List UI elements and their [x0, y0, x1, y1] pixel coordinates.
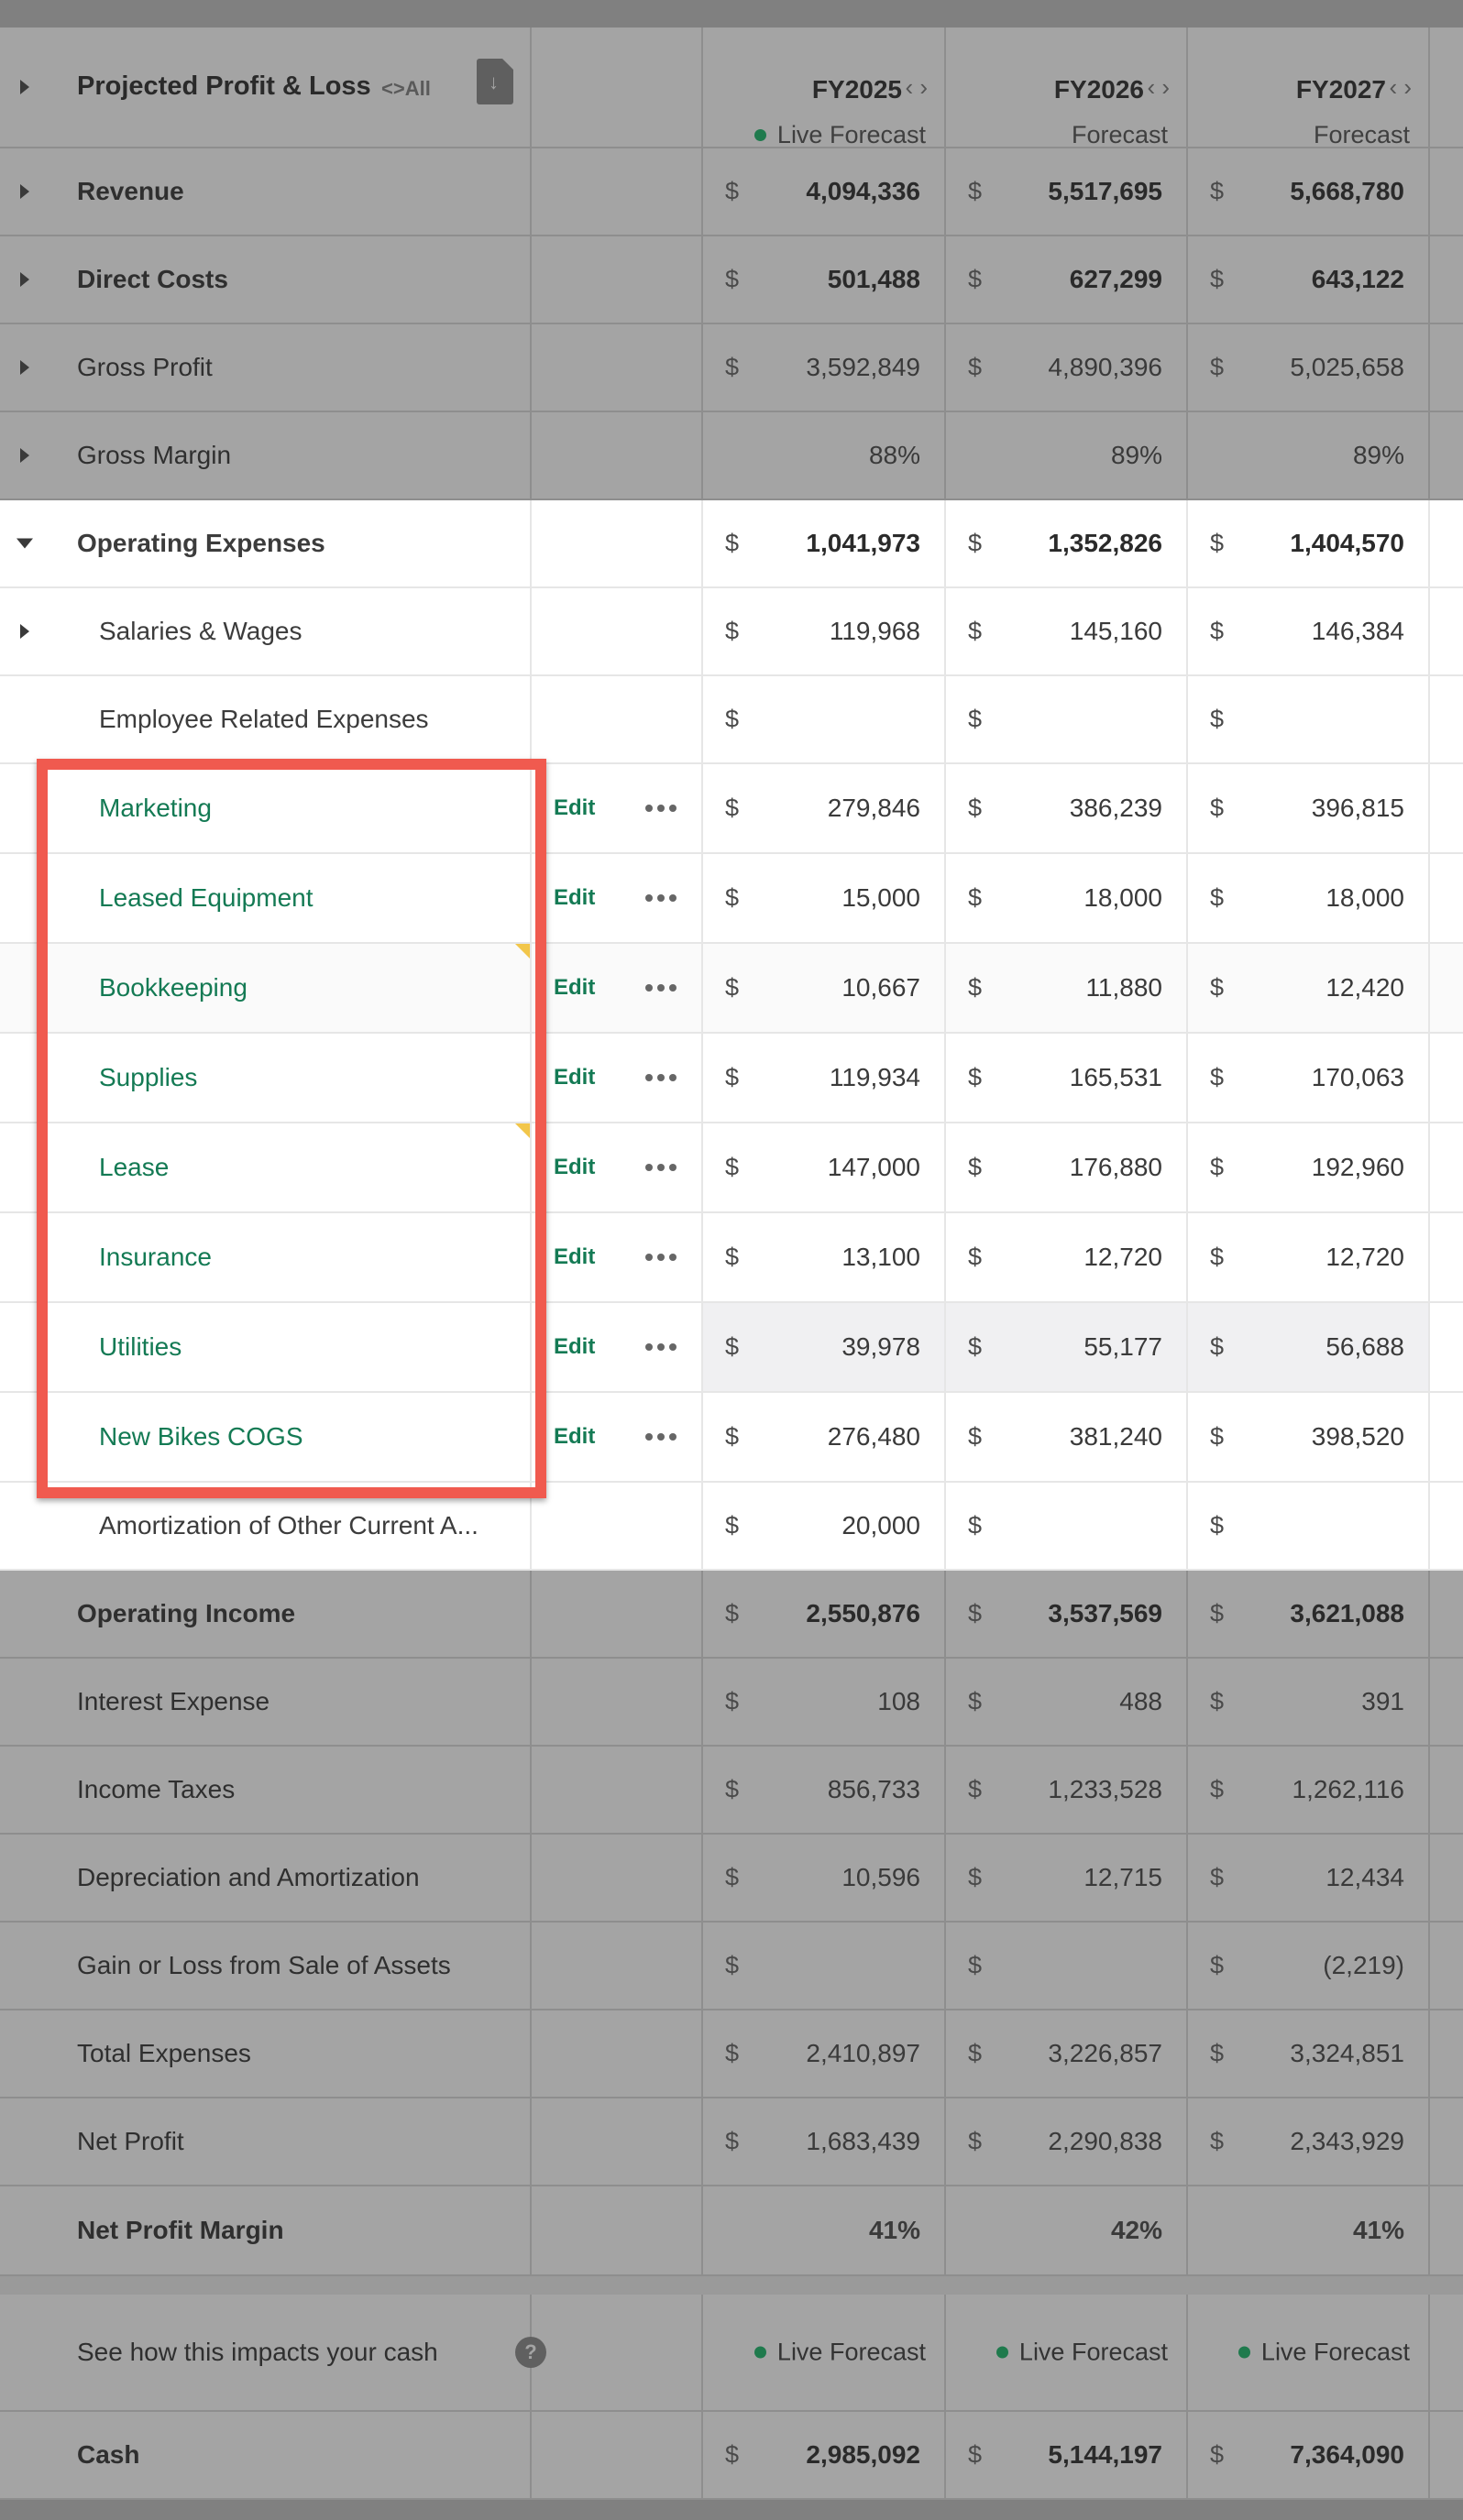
forecast-label: Live Forecast	[1018, 2338, 1168, 2366]
year-nav-icon[interactable]: ‹ ›	[905, 73, 928, 101]
row-value: 88%	[868, 441, 920, 469]
currency-symbol: $	[725, 1511, 740, 1539]
currency-symbol: $	[968, 2039, 983, 2067]
row-value: 13,100	[842, 1243, 920, 1271]
value-cell	[1188, 1483, 1430, 1569]
row-value: 1,233,528	[1048, 1775, 1162, 1803]
edit-button[interactable]: Edit	[554, 1155, 596, 1179]
row-value: 279,846	[827, 794, 920, 822]
value-cell	[703, 2098, 946, 2185]
cash-row	[0, 2412, 1463, 2500]
table-row	[0, 1659, 1463, 1747]
value-cell	[1188, 1393, 1430, 1481]
currency-symbol: $	[1210, 1332, 1225, 1361]
row-value: 1,352,826	[1048, 529, 1162, 557]
value-cell	[1188, 1303, 1430, 1391]
currency-symbol: $	[968, 973, 983, 1002]
row-label[interactable]: New Bikes COGS	[99, 1422, 303, 1451]
row-value: 643,122	[1311, 265, 1404, 293]
edit-button[interactable]: Edit	[554, 1334, 596, 1359]
currency-symbol: $	[968, 1687, 983, 1715]
currency-symbol: $	[968, 177, 983, 205]
currency-symbol: $	[968, 1422, 983, 1451]
value-cell	[703, 1213, 946, 1301]
currency-symbol: $	[725, 1687, 740, 1715]
row-label: Net Profit	[77, 2127, 184, 2155]
row-label: Direct Costs	[77, 265, 228, 293]
forecast-label: Live Forecast	[776, 2338, 926, 2366]
row-value: (2,219)	[1323, 1951, 1404, 1979]
value-cell	[703, 944, 946, 1032]
value-cell	[946, 1123, 1188, 1211]
value-cell	[703, 236, 946, 323]
currency-symbol: $	[725, 1422, 740, 1451]
value-cell	[1188, 854, 1430, 942]
more-options-icon[interactable]	[645, 1254, 676, 1261]
currency-symbol: $	[725, 1863, 740, 1891]
page-title: Projected Profit & Loss	[77, 71, 371, 101]
currency-symbol: $	[968, 1243, 983, 1271]
value-cell	[1188, 1923, 1430, 2009]
row-value: 147,000	[827, 1153, 920, 1181]
value-cell	[703, 500, 946, 586]
row-label: Salaries & Wages	[99, 617, 302, 645]
row-value: 4,890,396	[1048, 353, 1162, 381]
row-value: 4,094,336	[806, 177, 920, 205]
row-value: 89%	[1110, 441, 1162, 469]
value-cell	[1188, 2011, 1430, 2097]
value-cell	[1188, 588, 1430, 674]
row-label[interactable]: Utilities	[99, 1332, 182, 1361]
row-value: 12,720	[1084, 1243, 1162, 1271]
row-label: Total Expenses	[77, 2039, 251, 2067]
value-cell	[703, 764, 946, 852]
row-value: 5,025,658	[1290, 353, 1404, 381]
currency-symbol: $	[968, 617, 983, 645]
row-label: Gross Profit	[77, 353, 213, 381]
row-value: 3,324,851	[1290, 2039, 1404, 2067]
currency-symbol: $	[1210, 529, 1225, 557]
currency-symbol: $	[725, 177, 740, 205]
row-value: 145,160	[1069, 617, 1162, 645]
currency-symbol: $	[968, 2127, 983, 2155]
table-row	[0, 676, 1463, 764]
row-label: Gain or Loss from Sale of Assets	[77, 1951, 451, 1979]
row-value: 119,934	[829, 1063, 920, 1091]
currency-symbol: $	[725, 529, 740, 557]
row-label: Interest Expense	[77, 1687, 270, 1715]
currency-symbol: $	[1210, 2440, 1225, 2469]
row-label: Gross Margin	[77, 441, 232, 469]
value-cell	[703, 1659, 946, 1745]
row-value: 396,815	[1311, 794, 1404, 822]
value-cell	[703, 588, 946, 674]
value-cell	[703, 1034, 946, 1122]
row-value: 627,299	[1069, 265, 1162, 293]
currency-symbol: $	[1210, 1153, 1225, 1181]
row-value: 10,667	[842, 973, 920, 1002]
value-cell	[703, 324, 946, 411]
more-options-icon[interactable]	[645, 1343, 676, 1351]
cash-prompt: See how this impacts your cash	[77, 2338, 438, 2366]
currency-symbol: $	[968, 1063, 983, 1091]
value-cell	[946, 1483, 1188, 1569]
row-value: 176,880	[1069, 1153, 1162, 1181]
row-value: 18,000	[1326, 883, 1404, 912]
collapse-icon[interactable]	[16, 539, 33, 549]
value-cell	[703, 148, 946, 235]
row-value: 12,715	[1084, 1863, 1162, 1891]
value-cell	[946, 1213, 1188, 1301]
more-options-icon[interactable]	[645, 984, 676, 992]
row-value: 501,488	[827, 265, 920, 293]
cash-value: 2,985,092	[806, 2440, 920, 2469]
more-options-icon[interactable]	[645, 1164, 676, 1171]
value-cell	[703, 1571, 946, 1657]
table-row	[0, 1923, 1463, 2011]
currency-symbol: $	[968, 705, 983, 733]
value-cell	[946, 1659, 1188, 1745]
download-file-icon[interactable]: ↓	[477, 59, 513, 104]
currency-symbol: $	[725, 1153, 740, 1181]
value-cell	[946, 148, 1188, 235]
value-cell	[1188, 1835, 1430, 1921]
value-cell	[1188, 944, 1430, 1032]
row-value: 39,978	[842, 1332, 920, 1361]
row-label[interactable]: Marketing	[99, 794, 212, 822]
value-cell	[703, 2186, 946, 2274]
value-cell	[1188, 676, 1430, 762]
edit-button[interactable]: Edit	[554, 1424, 596, 1449]
forecast-label: Live Forecast	[776, 121, 926, 148]
more-options-icon[interactable]	[645, 894, 676, 902]
value-cell	[1188, 1213, 1430, 1301]
row-label: Revenue	[77, 177, 184, 205]
value-cell	[946, 412, 1188, 499]
value-cell	[703, 1393, 946, 1481]
currency-symbol: $	[968, 1332, 983, 1361]
row-value: 381,240	[1069, 1422, 1162, 1451]
currency-symbol: $	[725, 353, 740, 381]
table-row	[0, 2186, 1463, 2276]
more-options-icon[interactable]	[645, 1433, 676, 1441]
value-cell	[946, 1747, 1188, 1833]
currency-symbol: $	[1210, 1511, 1225, 1539]
value-cell	[703, 1923, 946, 2009]
table-row	[0, 1571, 1463, 1659]
row-value: 12,720	[1326, 1243, 1404, 1271]
value-cell	[1188, 1747, 1430, 1833]
row-value: 488	[1119, 1687, 1162, 1715]
table-row	[0, 236, 1463, 324]
cash-forecast-row	[0, 2295, 1463, 2412]
value-cell	[1188, 148, 1430, 235]
year-header-1	[703, 27, 946, 147]
value-cell	[946, 236, 1188, 323]
currency-symbol: $	[1210, 177, 1225, 205]
row-label[interactable]: Supplies	[99, 1063, 198, 1091]
row-value: 391	[1361, 1687, 1404, 1715]
table-row	[0, 2098, 1463, 2186]
expand-icon[interactable]	[20, 360, 29, 375]
currency-symbol: $	[725, 617, 740, 645]
row-value: 56,688	[1326, 1332, 1404, 1361]
value-cell	[946, 1923, 1188, 2009]
row-label: Employee Related Expenses	[99, 705, 429, 733]
row-value: 3,621,088	[1290, 1599, 1404, 1627]
currency-symbol: $	[725, 883, 740, 912]
row-value: 41%	[868, 2216, 920, 2244]
row-value: 15,000	[842, 883, 920, 912]
live-dot-icon	[754, 129, 766, 141]
row-value: 1,262,116	[1292, 1775, 1404, 1803]
table-row	[0, 324, 1463, 412]
value-cell	[946, 1303, 1188, 1391]
row-label: Income Taxes	[77, 1775, 236, 1803]
edit-button[interactable]: Edit	[554, 1065, 596, 1090]
currency-symbol: $	[725, 1599, 740, 1627]
value-cell	[946, 1034, 1188, 1122]
currency-symbol: $	[1210, 265, 1225, 293]
value-cell	[1188, 764, 1430, 852]
forecast-label: Live Forecast	[1260, 2338, 1410, 2366]
currency-symbol: $	[968, 1863, 983, 1891]
row-value: 192,960	[1311, 1153, 1404, 1181]
currency-symbol: $	[1210, 1863, 1225, 1891]
year-header-2	[946, 27, 1188, 147]
row-label: Net Profit Margin	[77, 2216, 284, 2244]
value-cell	[946, 676, 1188, 762]
year-label: FY2025	[811, 75, 902, 104]
currency-symbol: $	[1210, 1599, 1225, 1627]
currency-symbol: $	[968, 1775, 983, 1803]
more-options-icon[interactable]	[645, 1074, 676, 1081]
currency-symbol: $	[1210, 1687, 1225, 1715]
row-value: 386,239	[1069, 794, 1162, 822]
row-value: 398,520	[1311, 1422, 1404, 1451]
value-cell	[703, 2011, 946, 2097]
currency-symbol: $	[968, 353, 983, 381]
edit-button[interactable]: Edit	[554, 1244, 596, 1269]
row-label[interactable]: Lease	[99, 1153, 170, 1181]
currency-symbol: $	[1210, 973, 1225, 1002]
row-label[interactable]: Insurance	[99, 1243, 212, 1271]
year-nav-icon[interactable]: ‹ ›	[1389, 73, 1412, 101]
highlight-box	[37, 759, 546, 1498]
currency-symbol: $	[725, 1951, 740, 1979]
value-cell	[703, 1303, 946, 1391]
table-row	[0, 1747, 1463, 1835]
value-cell	[946, 1571, 1188, 1657]
value-cell	[946, 2186, 1188, 2274]
currency-symbol: $	[725, 1332, 740, 1361]
value-cell	[1188, 2098, 1430, 2185]
currency-symbol: $	[725, 1775, 740, 1803]
row-value: 10,596	[842, 1863, 920, 1891]
value-cell	[946, 2098, 1188, 2185]
table-row	[0, 1835, 1463, 1923]
forecast-label: Forecast	[1071, 121, 1168, 148]
live-dot-icon	[996, 2347, 1008, 2359]
currency-symbol: $	[968, 2440, 983, 2469]
help-icon[interactable]: ?	[515, 2337, 546, 2368]
currency-symbol: $	[968, 1599, 983, 1627]
row-value: 165,531	[1069, 1063, 1162, 1091]
row-value: 89%	[1352, 441, 1404, 469]
table-row	[0, 148, 1463, 236]
row-value: 3,537,569	[1048, 1599, 1162, 1627]
value-cell	[703, 1123, 946, 1211]
row-value: 12,434	[1326, 1863, 1404, 1891]
row-value: 2,343,929	[1290, 2127, 1404, 2155]
currency-symbol: $	[725, 265, 740, 293]
show-all-toggle[interactable]: <>All	[381, 77, 431, 100]
currency-symbol: $	[725, 1243, 740, 1271]
more-options-icon[interactable]	[645, 805, 676, 812]
currency-symbol: $	[725, 2440, 740, 2469]
expand-icon[interactable]	[20, 448, 29, 463]
value-cell	[1188, 1659, 1430, 1745]
value-cell	[1188, 1571, 1430, 1657]
row-label: Operating Expenses	[77, 529, 325, 557]
row-label[interactable]: Bookkeeping	[99, 973, 248, 1002]
value-cell	[703, 854, 946, 942]
currency-symbol: $	[968, 1951, 983, 1979]
row-label: Cash	[77, 2440, 140, 2469]
currency-symbol: $	[1210, 1243, 1225, 1271]
forecast-label: Forecast	[1313, 121, 1410, 148]
row-value: 5,668,780	[1290, 177, 1404, 205]
expand-icon[interactable]	[20, 272, 29, 287]
value-cell	[1188, 324, 1430, 411]
value-cell	[946, 588, 1188, 674]
row-value: 2,410,897	[806, 2039, 920, 2067]
value-cell	[946, 500, 1188, 586]
row-label: Depreciation and Amortization	[77, 1863, 420, 1891]
currency-symbol: $	[1210, 1775, 1225, 1803]
table-row	[0, 2011, 1463, 2098]
row-value: 42%	[1110, 2216, 1162, 2244]
row-value: 3,592,849	[806, 353, 920, 381]
value-cell	[1188, 1034, 1430, 1122]
row-label: Operating Income	[77, 1599, 296, 1627]
value-cell	[946, 944, 1188, 1032]
currency-symbol: $	[1210, 883, 1225, 912]
currency-symbol: $	[1210, 1951, 1225, 1979]
year-label: FY2026	[1053, 75, 1144, 104]
currency-symbol: $	[725, 705, 740, 733]
currency-symbol: $	[968, 1153, 983, 1181]
cash-value: 7,364,090	[1290, 2440, 1404, 2469]
row-value: 119,968	[829, 617, 920, 645]
row-value: 1,404,570	[1290, 529, 1404, 557]
value-cell	[703, 1747, 946, 1833]
row-value: 1,041,973	[806, 529, 920, 557]
row-label[interactable]: Leased Equipment	[99, 883, 314, 912]
table-row	[0, 500, 1463, 588]
currency-symbol: $	[1210, 2127, 1225, 2155]
currency-symbol: $	[1210, 2039, 1225, 2067]
currency-symbol: $	[1210, 794, 1225, 822]
currency-symbol: $	[968, 1511, 983, 1539]
edit-button[interactable]: Edit	[554, 885, 596, 910]
value-cell	[1188, 236, 1430, 323]
edit-button[interactable]: Edit	[554, 975, 596, 1000]
row-value: 55,177	[1084, 1332, 1162, 1361]
cash-value: 5,144,197	[1048, 2440, 1162, 2469]
row-value: 856,733	[827, 1775, 920, 1803]
live-dot-icon	[1238, 2347, 1250, 2359]
row-value: 3,226,857	[1048, 2039, 1162, 2067]
value-cell	[1188, 500, 1430, 586]
row-value: 146,384	[1311, 617, 1404, 645]
currency-symbol: $	[1210, 1422, 1225, 1451]
row-value: 11,880	[1085, 973, 1162, 1002]
value-cell	[946, 1393, 1188, 1481]
year-header-3	[1188, 27, 1430, 147]
value-cell	[946, 324, 1188, 411]
row-value: 12,420	[1326, 973, 1404, 1002]
value-cell	[703, 1483, 946, 1569]
expand-icon[interactable]	[20, 184, 29, 199]
currency-symbol: $	[968, 265, 983, 293]
edit-button[interactable]: Edit	[554, 795, 596, 820]
year-nav-icon[interactable]: ‹ ›	[1147, 73, 1170, 101]
value-cell	[946, 764, 1188, 852]
value-cell	[946, 2011, 1188, 2097]
value-cell	[703, 412, 946, 499]
row-value: 41%	[1352, 2216, 1404, 2244]
live-dot-icon	[754, 2347, 766, 2359]
row-label: Amortization of Other Current A...	[99, 1511, 478, 1539]
row-value: 170,063	[1311, 1063, 1404, 1091]
currency-symbol: $	[968, 794, 983, 822]
table-row	[0, 588, 1463, 676]
currency-symbol: $	[1210, 705, 1225, 733]
row-value: 20,000	[842, 1511, 920, 1539]
currency-symbol: $	[725, 794, 740, 822]
row-value: 5,517,695	[1048, 177, 1162, 205]
value-cell	[1188, 412, 1430, 499]
table-row	[0, 412, 1463, 500]
row-value: 276,480	[827, 1422, 920, 1451]
currency-symbol: $	[968, 529, 983, 557]
currency-symbol: $	[1210, 617, 1225, 645]
expand-all-icon[interactable]	[20, 80, 29, 94]
currency-symbol: $	[725, 1063, 740, 1091]
value-cell	[1188, 1123, 1430, 1211]
currency-symbol: $	[725, 973, 740, 1002]
value-cell	[946, 854, 1188, 942]
row-value: 18,000	[1084, 883, 1162, 912]
value-cell	[703, 676, 946, 762]
value-cell	[1188, 2186, 1430, 2274]
currency-symbol: $	[968, 883, 983, 912]
value-cell	[946, 1835, 1188, 1921]
row-value: 1,683,439	[806, 2127, 920, 2155]
value-cell	[703, 1835, 946, 1921]
row-value: 2,290,838	[1048, 2127, 1162, 2155]
expand-icon[interactable]	[20, 624, 29, 639]
currency-symbol: $	[1210, 1063, 1225, 1091]
currency-symbol: $	[725, 2127, 740, 2155]
currency-symbol: $	[725, 2039, 740, 2067]
row-value: 108	[877, 1687, 920, 1715]
row-value: 2,550,876	[806, 1599, 920, 1627]
currency-symbol: $	[1210, 353, 1225, 381]
year-label: FY2027	[1295, 75, 1386, 104]
